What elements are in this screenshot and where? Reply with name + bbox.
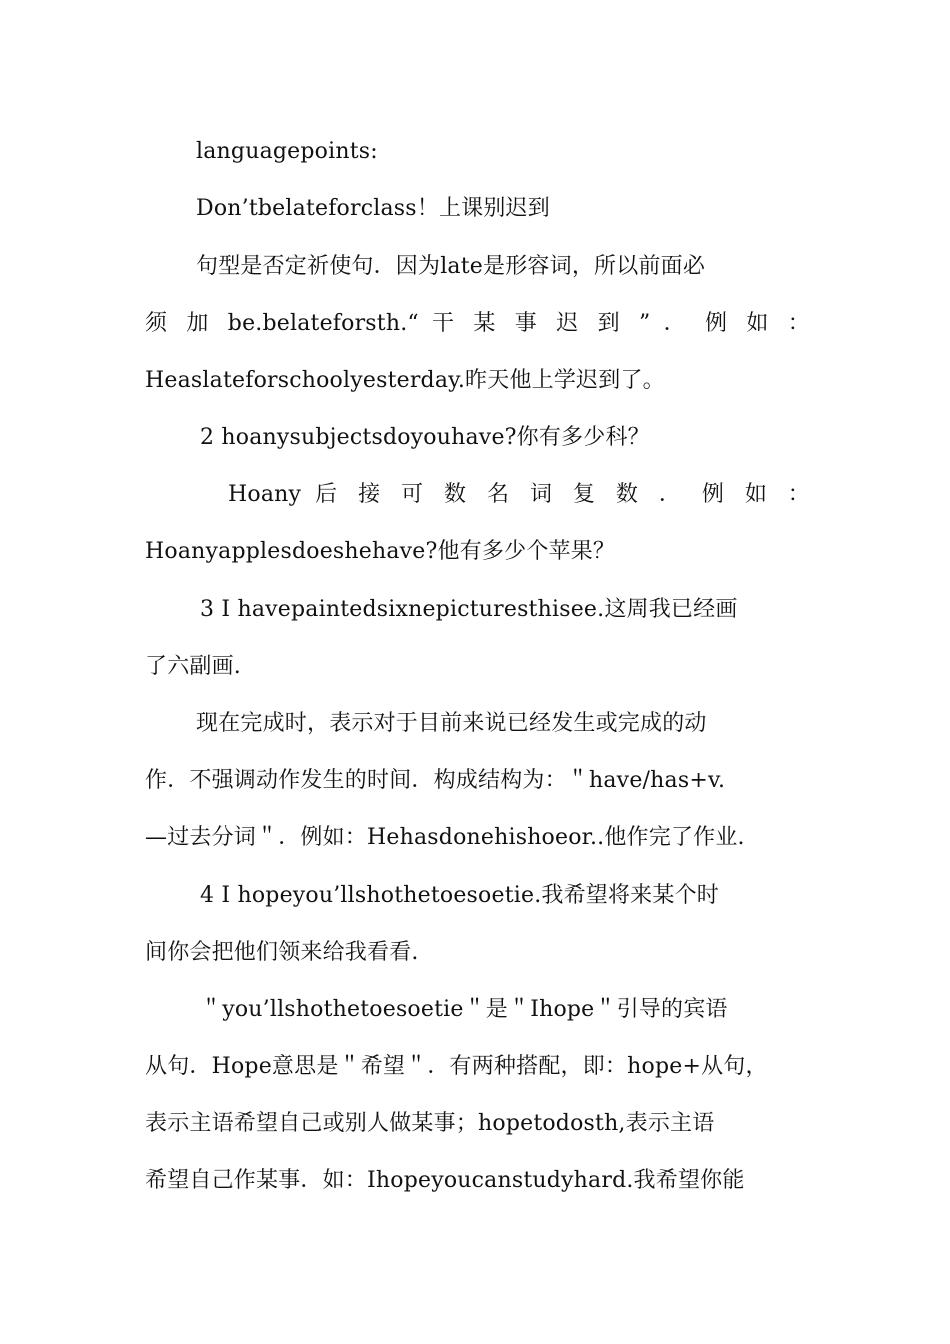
text-line-15: 间你会把他们领来给我看看.: [145, 940, 419, 965]
text-line-16: ＂you’llshothetoesoetie＂是＂Ihope＂引导的宾语: [200, 997, 728, 1022]
text-line-4: 须 加 be.belateforsth.“ 干 某 事 迟 到 ” ． 例 如 ：: [145, 311, 810, 336]
text-line-8: Hoanyapplesdoeshehave?他有多少个苹果？: [145, 539, 616, 564]
text-line-14: 4 I hopeyou’llshothetoesoetie.我希望将来某个时: [200, 883, 719, 908]
text-line-7: Hoany 后 接 可 数 名 词 复 数 ． 例 如 ：: [228, 482, 810, 507]
text-line-17: 从句．Hope意思是＂希望＂．有两种搭配，即：hope+从句，: [145, 1054, 768, 1079]
text-line-11: 现在完成时，表示对于目前来说已经发生或完成的动: [196, 711, 707, 736]
text-line-19: 希望自己作某事．如：Ihopeyoucanstudyhard.我希望你能: [145, 1168, 745, 1193]
text-line-2: Don’tbelateforclass！上课别迟到: [196, 196, 550, 221]
text-line-10: 了六副画.: [145, 654, 241, 679]
text-line-5: Heaslateforschoolyesterday.昨天他上学迟到了。: [145, 368, 665, 393]
text-line-1: languagepoints:: [196, 139, 378, 164]
text-line-13: —过去分词＂．例如：Hehasdonehishoeor..他作完了作业.: [145, 825, 745, 850]
text-line-6: 2 hoanysubjectsdoyouhave?你有多少科？: [200, 425, 650, 450]
text-line-18: 表示主语希望自己或别人做某事；hopetodosth,表示主语: [145, 1111, 715, 1136]
text-line-12: 作．不强调动作发生的时间．构成结构为：＂have/has+v.: [145, 768, 726, 793]
text-line-3: 句型是否定祈使句．因为late是形容词，所以前面必: [196, 254, 706, 279]
text-line-9: 3 I havepaintedsixnepicturesthisee.这周我已经画: [200, 597, 738, 622]
